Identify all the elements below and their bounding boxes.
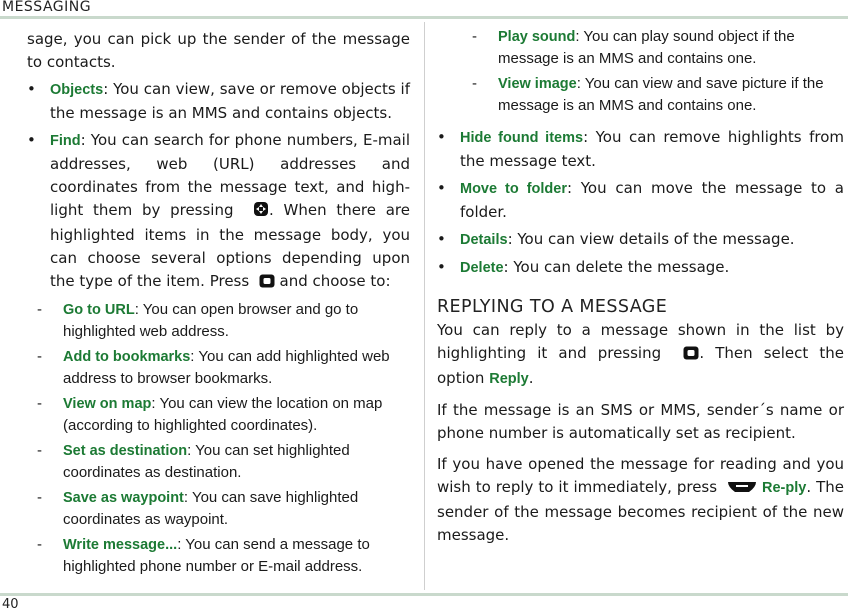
footer-rule (0, 593, 848, 596)
page-header (0, 0, 848, 20)
bullet-hide-found-items (437, 126, 844, 173)
dash-icon: - (472, 75, 477, 92)
keyword-hide-found-items: Hide found items (460, 130, 584, 146)
submenu-item (37, 487, 410, 530)
item-text: : You can view the location on map (according to highlighted coordinates). (63, 395, 383, 434)
submenu-item (472, 26, 844, 69)
reply-paragraph-2: If the message is an SMS or MMS, sender´s name or phone number is automatically set as recipient. (437, 401, 844, 442)
item-text: : You can play sound object if the message is an MMS and contains one. (498, 28, 795, 67)
item-text: : You can send a message to highlighted phone number or E-mail address. (63, 536, 370, 575)
keyword-details: Details (460, 232, 508, 248)
bullet-icon: • (437, 179, 446, 197)
dash-icon: - (37, 536, 42, 553)
item-text: : You can set highlighted coordinates as destination. (63, 442, 350, 481)
paragraph-text: . Then select the option (437, 344, 844, 387)
keyword-move-to-folder: Move to folder (460, 181, 567, 197)
submenu-item (37, 393, 410, 436)
dash-icon: - (37, 489, 42, 506)
keyword-play-sound: Play sound (498, 29, 576, 45)
bullet-delete (437, 256, 844, 280)
bullet-icon: • (27, 80, 36, 98)
keyword-reply-softkey: Re-ply (762, 480, 807, 496)
bullet-text: : You can view, save or remove objects if the message is an MMS and contains objects. (50, 80, 410, 122)
column-divider (424, 22, 425, 590)
submenu-item (472, 73, 844, 116)
bullet-find (27, 129, 410, 295)
bullet-icon: • (437, 128, 446, 146)
bullet-text: : You can remove highlights from the message text. (460, 128, 844, 170)
bullet-text: . When there are highlighted items in the message body, you can choose several options depending upon the type of the item. Press (50, 201, 410, 290)
item-text: : You can view and save picture if the message is an MMS and contains one. (498, 75, 824, 114)
bullet-text: : You can search for phone numbers, E-mail addresses, web (URL) addresses and coordinates from the message text, and high-light them by pressing (50, 131, 410, 219)
submenu-item (37, 534, 410, 577)
right-column (437, 28, 844, 547)
bullet-icon: • (437, 230, 446, 248)
bullet-text: : You can view details of the message. (507, 230, 795, 248)
keyword-view-on-map: View on map (63, 396, 152, 412)
intro-paragraph: sage, you can pick up the sender of the message to contacts. (27, 30, 410, 71)
item-text: : You can add highlighted web address to browser bookmarks. (63, 348, 390, 387)
keyword-set-as-destination: Set as destination (63, 443, 188, 459)
paragraph-text: . (528, 369, 534, 387)
item-text: : You can open browser and go to highlighted web address. (63, 301, 359, 340)
section-heading-replying: REPLYING TO A MESSAGE (437, 297, 668, 317)
submenu-item (37, 299, 410, 342)
bullet-icon: • (27, 131, 36, 149)
navigation-key-icon (253, 201, 269, 224)
find-submenu-continued (437, 26, 844, 116)
dash-icon: - (37, 301, 42, 318)
keyword-delete: Delete (460, 260, 504, 276)
bullet-text: : You can move the message to a folder. (460, 179, 844, 221)
submenu-item (37, 346, 410, 389)
dash-icon: - (37, 348, 42, 365)
left-column (27, 28, 410, 577)
bullet-text: and choose to: (279, 272, 391, 290)
left-softkey-icon (727, 478, 757, 501)
submenu-item (37, 440, 410, 483)
header-rule (0, 16, 848, 19)
keyword-view-image: View image (498, 76, 577, 92)
keyword-add-to-bookmarks: Add to bookmarks (63, 349, 191, 365)
keyword-write-message: Write message... (63, 537, 178, 553)
paragraph-text: . The sender of the message becomes recipient of the new message. (437, 478, 844, 544)
bullet-details (437, 228, 844, 252)
keyword-reply: Reply (489, 371, 529, 387)
dash-icon: - (472, 28, 477, 45)
paragraph-text: If you have opened the message for reading and you wish to reply to it immediately, press (437, 455, 844, 496)
dash-icon: - (37, 395, 42, 412)
section-header-title: MESSAGING (2, 0, 92, 15)
bullet-text: : You can delete the message. (503, 258, 730, 276)
keyword-objects: Objects (50, 82, 104, 98)
keyword-go-to-url: Go to URL (63, 302, 135, 318)
reply-paragraph-1 (437, 319, 844, 391)
paragraph-text: You can reply to a message shown in the list by highlighting it and pressing (437, 321, 844, 362)
ok-key-icon (259, 272, 275, 295)
reply-paragraph-3 (437, 453, 844, 547)
dash-icon: - (37, 442, 42, 459)
item-text: : You can save highlighted coordinates as waypoint. (63, 489, 359, 528)
bullet-objects (27, 78, 410, 125)
keyword-find: Find (50, 133, 81, 149)
page-number: 40 (2, 597, 19, 612)
bullet-move-to-folder (437, 177, 844, 224)
page-footer (0, 593, 848, 612)
ok-key-icon (683, 344, 699, 367)
bullet-icon: • (437, 258, 446, 276)
find-submenu (27, 299, 410, 577)
keyword-save-as-waypoint: Save as waypoint (63, 490, 184, 506)
